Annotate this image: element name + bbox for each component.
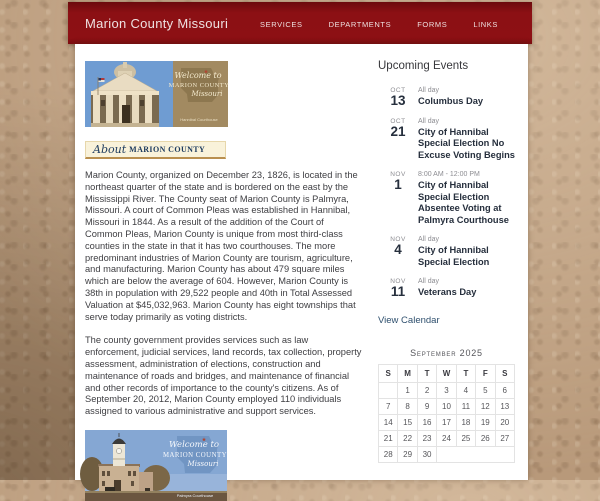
calendar-day-cell: 14: [379, 414, 398, 430]
calendar-day-cell: 3: [437, 382, 456, 398]
calendar-day-header: T: [456, 364, 475, 382]
calendar-day-cell: 26: [476, 430, 495, 446]
nav-item-links: [473, 14, 498, 32]
calendar-day-cell: 27: [495, 430, 514, 446]
mini-calendar: [378, 348, 515, 463]
calendar-day-cell: 9: [417, 398, 436, 414]
calendar-day-cell: 21: [379, 430, 398, 446]
event-date: [386, 171, 410, 226]
calendar-day-header: S: [495, 364, 514, 382]
nav-link-forms[interactable]: FORMS: [417, 20, 448, 29]
event-item: [386, 171, 519, 226]
site-header: [68, 2, 532, 44]
event-time: All day: [418, 278, 440, 285]
calendar-day-cell: 12: [476, 398, 495, 414]
event-item: [386, 236, 519, 268]
hero-top-welcome-text: Welcome to: [174, 71, 222, 80]
hero-bottom-wrap: [85, 430, 363, 501]
calendar-day-cell: 16: [417, 414, 436, 430]
calendar-day-header: S: [379, 364, 398, 382]
event-details: [418, 236, 519, 268]
upcoming-events-title: Upcoming Events: [378, 60, 469, 72]
nav-item-services: [260, 14, 303, 32]
event-month: OCT: [390, 87, 406, 94]
calendar-day-cell: 6: [495, 382, 514, 398]
event-details: [418, 171, 519, 226]
calendar-header-row: [379, 364, 515, 382]
about-banner: [85, 141, 226, 159]
about-banner-label: MARION COUNTY: [129, 145, 206, 154]
event-month: NOV: [390, 278, 406, 285]
event-item: [386, 118, 519, 162]
event-day: 21: [390, 123, 406, 139]
nav-link-departments[interactable]: DEPARTMENTS: [328, 20, 392, 29]
calendar-day-cell: [379, 382, 398, 398]
nav-item-departments: [329, 14, 392, 32]
calendar-day-cell: 19: [476, 414, 495, 430]
nav-link-links[interactable]: LINKS: [473, 20, 498, 29]
calendar-day-cell: 13: [495, 398, 514, 414]
event-month: OCT: [390, 117, 406, 125]
calendar-day-cell: 18: [456, 414, 475, 430]
nav-link-services[interactable]: SERVICES: [260, 20, 303, 29]
calendar-title: September 2025: [410, 347, 483, 358]
hero-top-caption: Hannibal Courthouse: [180, 117, 218, 122]
event-time: All day: [418, 236, 440, 243]
calendar-week-row: [379, 398, 515, 414]
calendar-day-cell: 2: [417, 382, 436, 398]
hero-top-county-text: MARION COUNTY: [168, 82, 230, 89]
calendar-day-cell: 15: [398, 414, 417, 430]
event-details: [418, 278, 476, 299]
event-day: 11: [390, 284, 406, 299]
calendar-day-header: M: [398, 364, 417, 382]
hero-bottom-state-text: Missouri: [187, 459, 219, 468]
event-title-link[interactable]: Veterans Day: [418, 287, 477, 297]
sidebar: [378, 60, 519, 463]
calendar-day-cell: 29: [398, 446, 417, 462]
event-date: [386, 87, 410, 108]
view-calendar-link[interactable]: View Calendar: [378, 314, 440, 326]
calendar-day-cell: 28: [379, 446, 398, 462]
event-day: 1: [394, 177, 402, 192]
about-text: [85, 170, 363, 418]
hannibal-courthouse-image: [85, 61, 228, 127]
calendar-day-cell: 30: [417, 446, 436, 462]
content-area: [75, 44, 528, 498]
event-details: [418, 118, 519, 162]
calendar-day-cell: 8: [398, 398, 417, 414]
hero-bottom-county-text: MARION COUNTY: [162, 451, 228, 459]
event-time: All day: [418, 117, 440, 125]
hero-bottom-welcome-text: Welcome to: [169, 439, 219, 450]
event-time: 8:00 AM - 12:00 PM: [418, 171, 480, 178]
calendar-day-cell: 10: [437, 398, 456, 414]
about-paragraph-2: The county government provides services such as law enforcement, judicial services, land records, tax collection, property assessment, administration of elections, construction and maintenance of roads and bridges, and maintenance of financial and other records of importance to the county's citizens. As of September 20, 2012, Marion County employed 110 individuals assigned to various administrative and support services.: [85, 335, 362, 417]
calendar-day-cell: 22: [398, 430, 417, 446]
calendar-day-cell: 17: [437, 414, 456, 430]
event-title-link[interactable]: City of Hannibal Special Election No Excuse Voting Begins: [418, 126, 515, 160]
event-item: [386, 87, 519, 108]
event-month: NOV: [390, 171, 406, 178]
event-time: All day: [418, 87, 440, 94]
calendar-day-cell: 1: [398, 382, 417, 398]
event-month: NOV: [390, 236, 406, 243]
event-title-link[interactable]: City of Hannibal Special Election Absentee Voting at Palmyra Courthouse: [418, 180, 509, 225]
hero-top-state-text: Missouri: [191, 90, 223, 98]
event-day: 13: [390, 93, 406, 108]
event-title-link[interactable]: Columbus Day: [418, 96, 484, 106]
event-date: [386, 236, 410, 268]
calendar-week-row: [379, 430, 515, 446]
about-script-word: About: [93, 143, 127, 156]
main-nav: [260, 14, 498, 32]
calendar-day-cell: 24: [437, 430, 456, 446]
about-paragraph-1: Marion County, organized on December 23, 1826, is located in the northeast quarter of the state and is bordered on the east by the Mississippi River. The County seat of Marion County is Palmyra, Missouri. A court of Common Pleas was established in Hannibal, Missouri in 1844. As a result of the addition of the Court of Common Pleas, Marion County is unique from most third-class counties in the state in that it has two courthouses. The more predominant industries of Marion County are tourism, agriculture, and manufacturing. Marion County has about 479 square miles which are below the average of 604. However, Marion County is 38th in population with 29,522 people and 40th in Total Assessed Valuation at $45,032,963. Marion County has eight townships that serve today primarily as voting districts.: [85, 170, 358, 322]
calendar-day-header: W: [437, 364, 456, 382]
calendar-day-header: T: [417, 364, 436, 382]
event-details: [418, 87, 483, 108]
event-date: [386, 278, 410, 299]
calendar-day-header: F: [476, 364, 495, 382]
nav-item-forms: [417, 14, 447, 32]
calendar-empty-cell: [437, 446, 515, 462]
calendar-day-cell: 4: [456, 382, 475, 398]
hero-bottom-caption: Palmyra Courthouse: [176, 492, 214, 498]
calendar-day-cell: 11: [456, 398, 475, 414]
site-title-link[interactable]: Marion County Missouri: [85, 15, 229, 31]
event-item: [386, 278, 519, 299]
calendar-week-row: [379, 446, 515, 462]
event-date: [386, 118, 410, 162]
calendar-day-cell: 7: [379, 398, 398, 414]
event-title-link[interactable]: City of Hannibal Special Election: [418, 245, 490, 267]
calendar-week-row: [379, 414, 515, 430]
calendar-week-row: [379, 382, 515, 398]
palmyra-courthouse-image: [85, 430, 227, 501]
calendar-day-cell: 5: [476, 382, 495, 398]
calendar-day-cell: 25: [456, 430, 475, 446]
calendar-day-cell: 20: [495, 414, 514, 430]
main-column: [85, 61, 363, 501]
calendar-day-cell: 23: [417, 430, 436, 446]
event-day: 4: [394, 242, 402, 257]
